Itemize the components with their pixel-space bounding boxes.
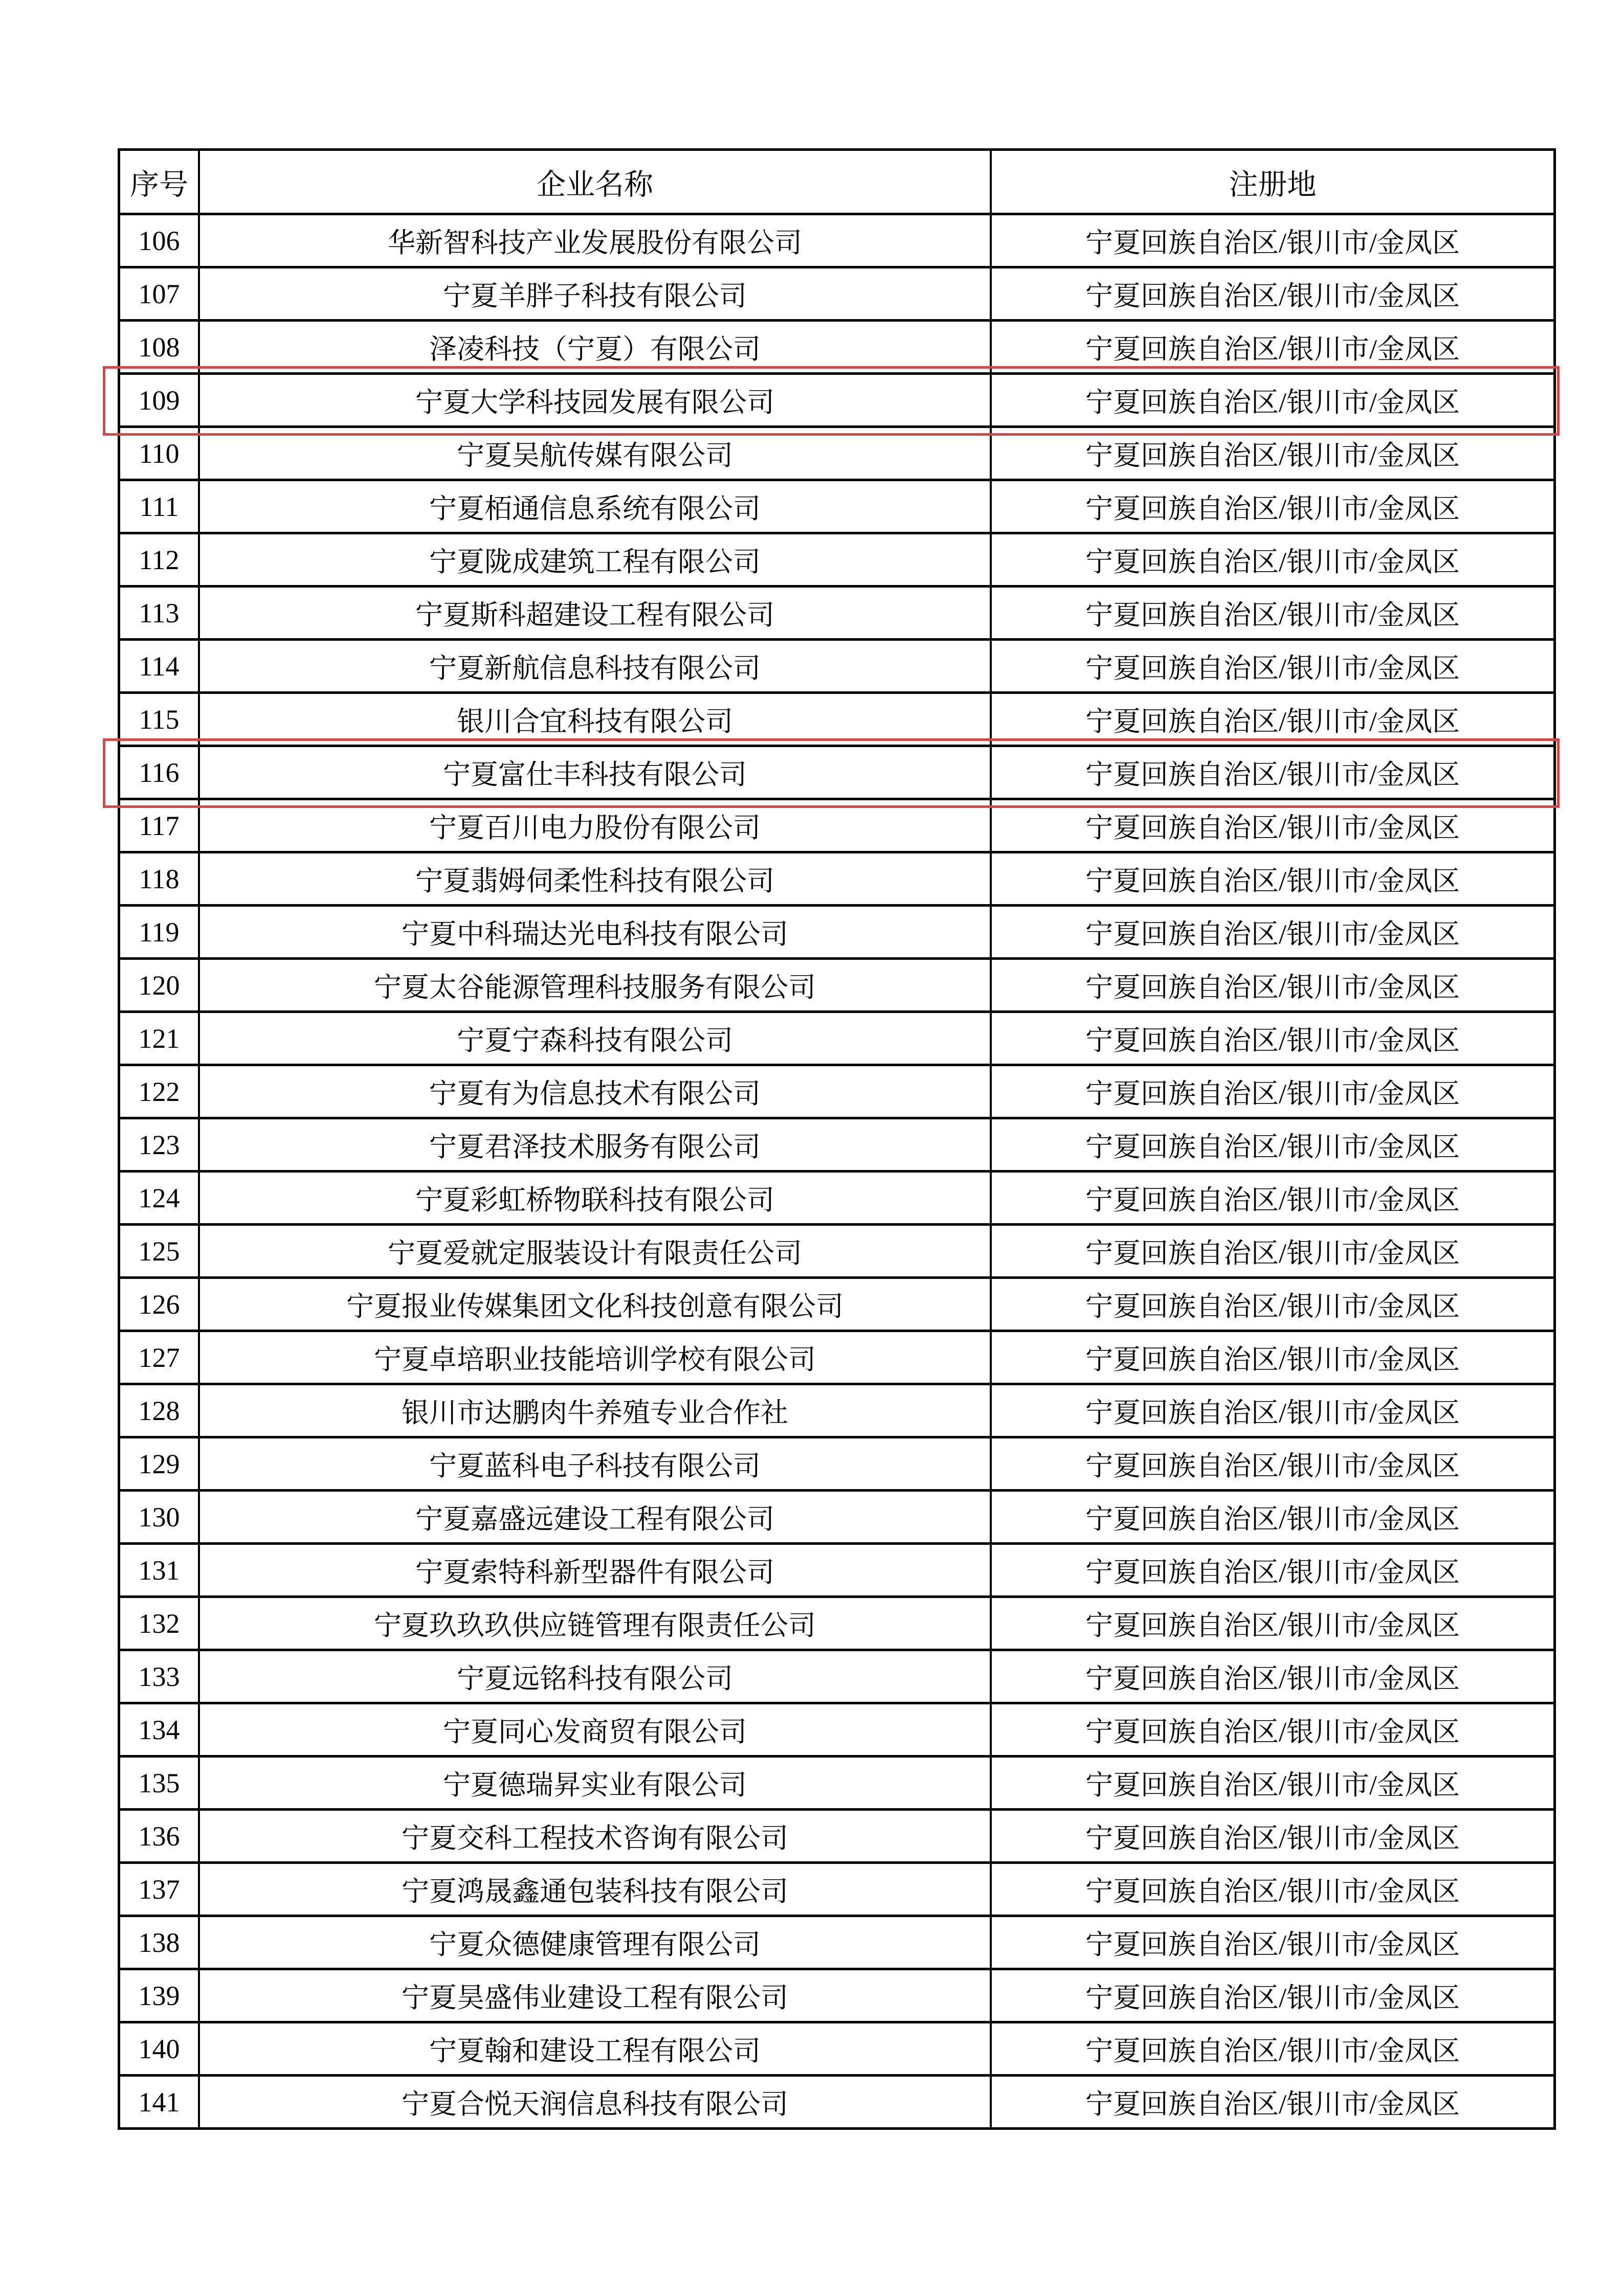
company-name: 银川合宜科技有限公司 xyxy=(200,694,992,745)
registration-region: 宁夏回族自治区/银川市/金凤区 xyxy=(1085,759,1460,790)
row-index: 116 xyxy=(120,747,200,798)
company-name: 宁夏交科工程技术咨询有限公司 xyxy=(200,1811,992,1861)
company-name: 宁夏羊胖子科技有限公司 xyxy=(200,268,992,319)
registration-region: 宁夏回族自治区/银川市/金凤区 xyxy=(1085,1238,1460,1269)
registration-region: 宁夏回族自治区/银川市/金凤区 xyxy=(1085,1398,1460,1428)
company-name: 宁夏报业传媒集团文化科技创意有限公司 xyxy=(200,1279,992,1330)
company-name: 泽凌科技（宁夏）有限公司 xyxy=(200,322,992,372)
company-name: 宁夏翰和建设工程有限公司 xyxy=(200,2023,992,2074)
row-index: 119 xyxy=(120,907,200,957)
table-row xyxy=(120,745,1553,798)
registration-region: 宁夏回族自治区/银川市/金凤区 xyxy=(1085,1291,1460,1322)
table-row xyxy=(120,425,1553,479)
row-index: 123 xyxy=(120,1119,200,1170)
row-index: 111 xyxy=(120,481,200,532)
company-name: 宁夏爱就定服装设计有限责任公司 xyxy=(200,1226,992,1276)
table-row xyxy=(120,1808,1553,1861)
row-index: 135 xyxy=(120,1758,200,1808)
row-index: 112 xyxy=(120,534,200,585)
row-index: 115 xyxy=(120,694,200,745)
registration-region: 宁夏回族自治区/银川市/金凤区 xyxy=(1085,228,1460,258)
table-row xyxy=(120,638,1553,691)
table-row xyxy=(120,479,1553,532)
company-name: 宁夏大学科技园发展有限公司 xyxy=(200,375,992,425)
table-row xyxy=(120,1489,1553,1542)
row-index: 121 xyxy=(120,1013,200,1064)
row-index: 139 xyxy=(120,1970,200,2021)
row-index: 127 xyxy=(120,1332,200,1383)
row-index: 131 xyxy=(120,1545,200,1595)
table-row xyxy=(120,1915,1553,1968)
row-index: 124 xyxy=(120,1173,200,1223)
registration-region: 宁夏回族自治区/银川市/金凤区 xyxy=(1085,919,1460,950)
company-name: 宁夏昊盛伟业建设工程有限公司 xyxy=(200,1970,992,2021)
row-index: 125 xyxy=(120,1226,200,1276)
row-index: 110 xyxy=(120,428,200,479)
header-col-index: 序号 xyxy=(120,151,200,213)
row-index: 141 xyxy=(120,2077,200,2127)
company-name: 宁夏吴航传媒有限公司 xyxy=(200,428,992,479)
registration-region: 宁夏回族自治区/银川市/金凤区 xyxy=(1085,653,1460,684)
table-row xyxy=(120,691,1553,745)
registration-region: 宁夏回族自治区/银川市/金凤区 xyxy=(1085,1717,1460,1747)
registration-region: 宁夏回族自治区/银川市/金凤区 xyxy=(1085,1823,1460,1854)
company-name: 宁夏索特科新型器件有限公司 xyxy=(200,1545,992,1595)
company-name: 宁夏斯科超建设工程有限公司 xyxy=(200,588,992,638)
table-row xyxy=(120,585,1553,638)
table-row xyxy=(120,372,1553,425)
table-row xyxy=(120,1383,1553,1436)
table-row xyxy=(120,1542,1553,1595)
table-row xyxy=(120,1010,1553,1064)
table-row xyxy=(120,1595,1553,1649)
company-name: 宁夏嘉盛远建设工程有限公司 xyxy=(200,1492,992,1542)
registration-region: 宁夏回族自治区/银川市/金凤区 xyxy=(1085,281,1460,311)
table-row xyxy=(120,1064,1553,1117)
table-row xyxy=(120,532,1553,585)
registration-region: 宁夏回族自治区/银川市/金凤区 xyxy=(1085,1663,1460,1694)
registration-region: 宁夏回族自治区/银川市/金凤区 xyxy=(1085,334,1460,365)
registration-region: 宁夏回族自治区/银川市/金凤区 xyxy=(1085,1557,1460,1588)
registration-region: 宁夏回族自治区/银川市/金凤区 xyxy=(1085,440,1460,471)
company-name: 宁夏鸿晟鑫通包装科技有限公司 xyxy=(200,1864,992,1915)
registration-region: 宁夏回族自治区/银川市/金凤区 xyxy=(1085,972,1460,1003)
company-name: 华新智科技产业发展股份有限公司 xyxy=(200,215,992,266)
company-name: 宁夏新航信息科技有限公司 xyxy=(200,641,992,691)
company-name: 宁夏德瑞昇实业有限公司 xyxy=(200,1758,992,1808)
table-row xyxy=(120,1755,1553,1808)
company-table xyxy=(118,148,1556,2130)
company-name: 宁夏蓝科电子科技有限公司 xyxy=(200,1438,992,1489)
registration-region: 宁夏回族自治区/银川市/金凤区 xyxy=(1085,1451,1460,1481)
row-index: 118 xyxy=(120,853,200,904)
company-name: 宁夏彩虹桥物联科技有限公司 xyxy=(200,1173,992,1223)
table-row xyxy=(120,1223,1553,1276)
row-index: 136 xyxy=(120,1811,200,1861)
row-index: 128 xyxy=(120,1385,200,1436)
row-index: 138 xyxy=(120,1917,200,1968)
registration-region: 宁夏回族自治区/银川市/金凤区 xyxy=(1085,387,1460,418)
company-name: 宁夏太谷能源管理科技服务有限公司 xyxy=(200,960,992,1010)
table-row xyxy=(120,2074,1553,2127)
table-row xyxy=(120,266,1553,319)
row-index: 133 xyxy=(120,1651,200,1702)
registration-region: 宁夏回族自治区/银川市/金凤区 xyxy=(1085,866,1460,896)
table-row xyxy=(120,851,1553,904)
row-index: 109 xyxy=(120,375,200,425)
table-row xyxy=(120,1276,1553,1330)
table-row xyxy=(120,798,1553,851)
row-index: 132 xyxy=(120,1598,200,1649)
row-index: 114 xyxy=(120,641,200,691)
registration-region: 宁夏回族自治区/银川市/金凤区 xyxy=(1085,493,1460,524)
header-col-name: 企业名称 xyxy=(200,151,992,213)
company-name: 银川市达鹏肉牛养殖专业合作社 xyxy=(200,1385,992,1436)
row-index: 120 xyxy=(120,960,200,1010)
table-row xyxy=(120,1117,1553,1170)
table-row xyxy=(120,2021,1553,2074)
company-name: 宁夏栢通信息系统有限公司 xyxy=(200,481,992,532)
row-index: 140 xyxy=(120,2023,200,2074)
table-row xyxy=(120,1968,1553,2021)
company-name: 宁夏玖玖玖供应链管理有限责任公司 xyxy=(200,1598,992,1649)
table-row xyxy=(120,957,1553,1010)
company-name: 宁夏合悦天润信息科技有限公司 xyxy=(200,2077,992,2127)
header-col-region: 注册地 xyxy=(1229,168,1317,201)
row-index: 113 xyxy=(120,588,200,638)
row-index: 137 xyxy=(120,1864,200,1915)
registration-region: 宁夏回族自治区/银川市/金凤区 xyxy=(1085,1025,1460,1056)
registration-region: 宁夏回族自治区/银川市/金凤区 xyxy=(1085,1132,1460,1162)
registration-region: 宁夏回族自治区/银川市/金凤区 xyxy=(1085,706,1460,737)
registration-region: 宁夏回族自治区/银川市/金凤区 xyxy=(1085,1610,1460,1641)
registration-region: 宁夏回族自治区/银川市/金凤区 xyxy=(1085,1876,1460,1907)
company-name: 宁夏众德健康管理有限公司 xyxy=(200,1917,992,1968)
table-row xyxy=(120,904,1553,957)
company-name: 宁夏百川电力股份有限公司 xyxy=(200,800,992,851)
registration-region: 宁夏回族自治区/银川市/金凤区 xyxy=(1085,2089,1460,2120)
table-row xyxy=(120,1702,1553,1755)
company-name: 宁夏宁森科技有限公司 xyxy=(200,1013,992,1064)
company-name: 宁夏远铭科技有限公司 xyxy=(200,1651,992,1702)
table-row xyxy=(120,1649,1553,1702)
company-name: 宁夏翡姆伺柔性科技有限公司 xyxy=(200,853,992,904)
row-index: 130 xyxy=(120,1492,200,1542)
company-name: 宁夏君泽技术服务有限公司 xyxy=(200,1119,992,1170)
company-name: 宁夏陇成建筑工程有限公司 xyxy=(200,534,992,585)
row-index: 108 xyxy=(120,322,200,372)
registration-region: 宁夏回族自治区/银川市/金凤区 xyxy=(1085,1770,1460,1800)
registration-region: 宁夏回族自治区/银川市/金凤区 xyxy=(1085,1929,1460,1960)
table-row xyxy=(120,1170,1553,1223)
registration-region: 宁夏回族自治区/银川市/金凤区 xyxy=(1085,813,1460,843)
registration-region: 宁夏回族自治区/银川市/金凤区 xyxy=(1085,1078,1460,1109)
registration-region: 宁夏回族自治区/银川市/金凤区 xyxy=(1085,1344,1460,1375)
registration-region: 宁夏回族自治区/银川市/金凤区 xyxy=(1085,1185,1460,1215)
company-name: 宁夏有为信息技术有限公司 xyxy=(200,1066,992,1117)
row-index: 126 xyxy=(120,1279,200,1330)
registration-region: 宁夏回族自治区/银川市/金凤区 xyxy=(1085,600,1460,631)
row-index: 117 xyxy=(120,800,200,851)
registration-region: 宁夏回族自治区/银川市/金凤区 xyxy=(1085,1983,1460,2013)
registration-region: 宁夏回族自治区/银川市/金凤区 xyxy=(1085,2036,1460,2066)
row-index: 134 xyxy=(120,1704,200,1755)
table-body xyxy=(120,213,1553,2127)
row-index: 122 xyxy=(120,1066,200,1117)
registration-region: 宁夏回族自治区/银川市/金凤区 xyxy=(1085,547,1460,577)
row-index: 129 xyxy=(120,1438,200,1489)
table-row xyxy=(120,213,1553,266)
registration-region: 宁夏回族自治区/银川市/金凤区 xyxy=(1085,1504,1460,1535)
table-header-row xyxy=(120,151,1553,213)
company-name: 宁夏卓培职业技能培训学校有限公司 xyxy=(200,1332,992,1383)
table-row xyxy=(120,1436,1553,1489)
table-row xyxy=(120,319,1553,372)
table-row xyxy=(120,1330,1553,1383)
table-row xyxy=(120,1861,1553,1915)
company-name: 宁夏富仕丰科技有限公司 xyxy=(200,747,992,798)
company-name: 宁夏中科瑞达光电科技有限公司 xyxy=(200,907,992,957)
row-index: 106 xyxy=(120,215,200,266)
company-name: 宁夏同心发商贸有限公司 xyxy=(200,1704,992,1755)
row-index: 107 xyxy=(120,268,200,319)
